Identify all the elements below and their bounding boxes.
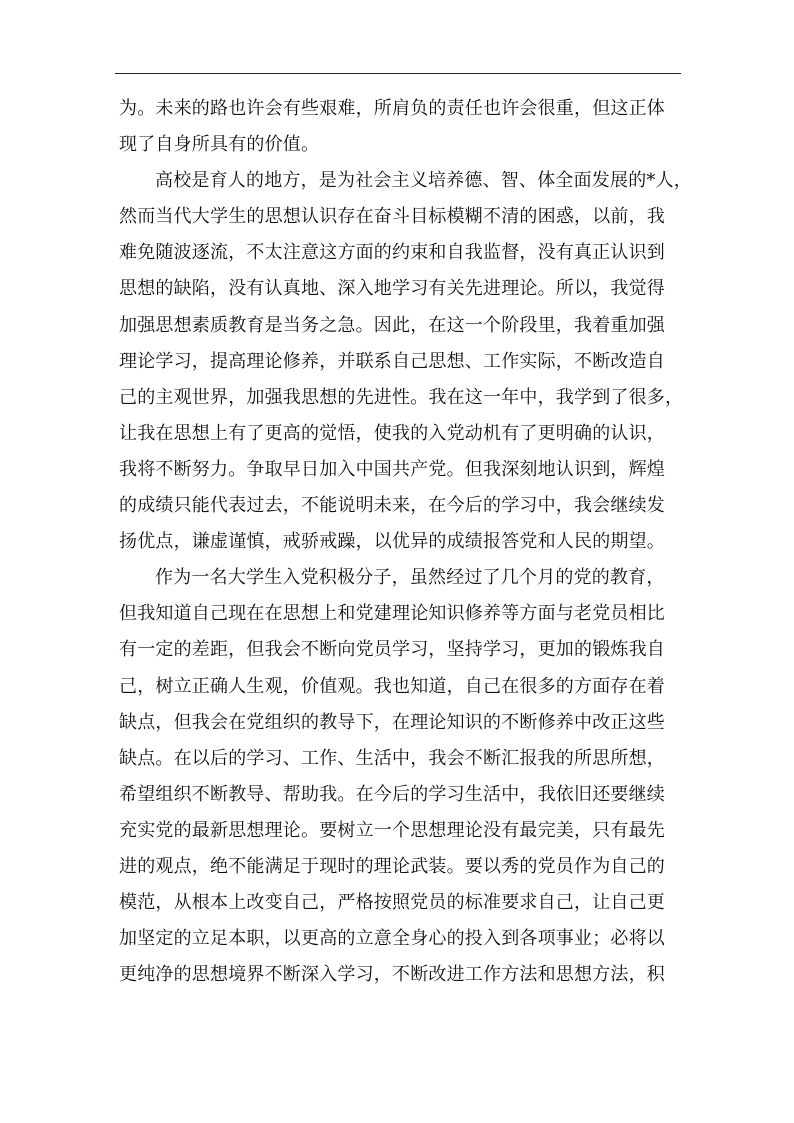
text-line: 高校是育人的地方，是为社会主义培养德、智、体全面发展的*人， [155, 170, 692, 192]
text-line: 的成绩只能代表过去，不能说明未来，在今后的学习中，我会继续发 [119, 495, 665, 517]
text-line: 让我在思想上有了更高的觉悟，使我的入党动机有了更明确的认识， [119, 422, 665, 444]
text-line: 但我知道自己现在在思想上和党建理论知识修养等方面与老党员相比 [119, 603, 665, 625]
text-line: 为。未来的路也许会有些艰难，所肩负的责任也许会很重，但这正体 [119, 98, 665, 119]
text-line: 然而当代大学生的思想认识存在奋斗目标模糊不清的困惑，以前，我 [119, 206, 665, 228]
text-line: 有一定的差距，但我会不断向党员学习，坚持学习，更加的锻炼我自 [119, 639, 665, 661]
text-line: 理论学习，提高理论修养，并联系自己思想、工作实际，不断改造自 [119, 350, 665, 372]
text-line: 己，树立正确人生观，价值观。我也知道，自己在很多的方面存在着 [119, 675, 665, 697]
text-line: 难免随波逐流，不太注意这方面的约束和自我监督，没有真正认识到 [119, 242, 665, 264]
text-line: 充实党的最新思想理论。要树立一个思想理论没有最完美，只有最先 [119, 819, 665, 841]
paragraph-2 [119, 163, 692, 560]
text-line: 希望组织不断教导、帮助我。在今后的学习生活中，我依旧还要继续 [119, 783, 665, 805]
text-line: 缺点。在以后的学习、工作、生活中，我会不断汇报我的所思所想， [119, 747, 665, 769]
text-line: 我将不断努力。争取早日加入中国共产党。但我深刻地认识到，辉煌 [119, 458, 665, 480]
paragraph-1 [119, 91, 679, 163]
header-rule [115, 73, 681, 74]
text-line: 加强思想素质教育是当务之急。因此，在这一个阶段里，我着重加强 [119, 314, 665, 336]
text-line: 思想的缺陷，没有认真地、深入地学习有关先进理论。所以，我觉得 [119, 278, 665, 300]
text-line: 现了自身所具有的价值。 [119, 134, 320, 156]
paragraph-3 [119, 560, 679, 993]
text-line: 进的观点，绝不能满足于现时的理论武装。要以秀的党员作为自己的 [119, 855, 665, 877]
text-line: 模范，从根本上改变自己，严格按照党员的标准要求自己，让自己更 [119, 892, 665, 914]
text-line: 作为一名大学生入党积极分子，虽然经过了几个月的党的教育， [155, 567, 665, 589]
text-line: 己的主观世界，加强我思想的先进性。我在这一年中，我学到了很多， [119, 386, 684, 408]
text-line: 加坚定的立足本职，以更高的立意全身心的投入到各项事业；必将以 [119, 928, 665, 950]
text-line: 扬优点，谦虚谨慎，戒骄戒躁，以优异的成绩报答党和人民的期望。 [119, 531, 665, 553]
text-line: 缺点，但我会在党组织的教导下，在理论知识的不断修养中改正这些 [119, 711, 665, 733]
text-line: 更纯净的思想境界不断深入学习，不断改进工作方法和思想方法，积 [119, 964, 665, 986]
document-body [119, 91, 692, 993]
